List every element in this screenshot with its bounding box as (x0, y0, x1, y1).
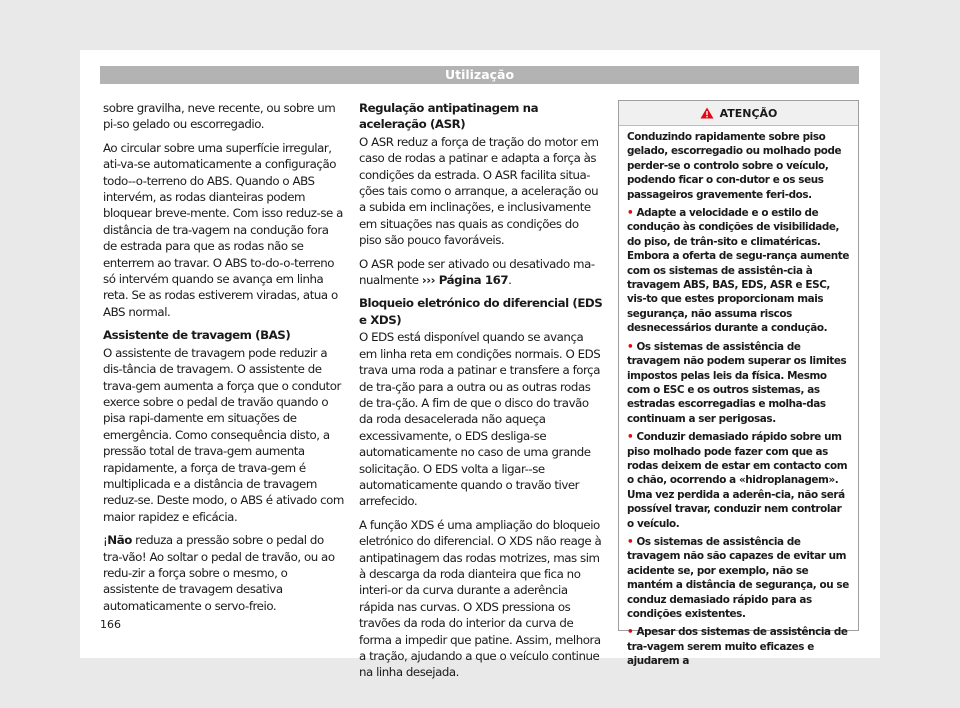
section-title: Utilização (444, 67, 515, 82)
text-fragment: ¡ (103, 533, 108, 548)
page-reference-link[interactable] (422, 273, 508, 287)
warning-intro: Conduzindo rapidamente sobre piso gelado, escorregadio ou molhado pode perder-se o controlo sobre o veículo, podendo ficar o con-dutor e os seus passageiros gravemente feri-dos. (627, 131, 842, 201)
warning-triangle-icon (700, 107, 714, 119)
paragraph: O EDS está disponível quando se avança em linha reta em condições normais. O EDS trava uma roda a patinar e transfere a força de tra-ção para a outra ou as outras rodas de tra-ção. A fim de que o disco do travão da roda desacelerada não aqueça excessivamente, o EDS desliga-se automaticamente no caso de uma grande solicitação. O EDS volta a ligar--se automaticamente quando o travão tiver arrefecido. (359, 330, 601, 509)
paragraph: O assistente de travagem pode reduzir a dis-tância de travagem. O assistente de trava-gem aumenta a força que o condutor exerce sobre o pedal de travão quando o pisa rapi-damente em situações de emergência. Como consequência disto, a pressão total de trava-gem aumenta rapidamente, a força de trava-gem é multiplicada e a distância de travagem reduz-se. Deste modo, o ABS é ativado com maior rapidez e eficácia. (103, 345, 344, 524)
paragraph: A função XDS é uma ampliação do bloqueio eletrónico do diferencial. O XDS não reage à antipatinagem das rodas motrizes, mas sim à descarga da roda dianteira que fica no interi-or da curva durante a aderência rápida nas curvas. O XDS pressiona os travões da roda do interior da curva de forma a impedir que patine. Assim, melhora a tração, ajudando a que o veículo continue na linha desejada. (359, 517, 602, 680)
heading-asr: Regulação antipatinagem na aceleração (ASR) (359, 101, 539, 132)
warning-header (619, 101, 858, 126)
paragraph (103, 532, 345, 614)
text-fragment: O ASR pode ser ativado ou desativado ma-nualmente (359, 256, 595, 288)
warning-bullet (627, 535, 850, 621)
paragraph: O ASR reduz a força de tração do motor em caso de rodas a patinar e adapta a força às condições da estrada. O ASR facilita situa-ções tais como o arranque, a aceleração ou a subida em inclinações, e inclusivamente em situações nas quais as condições do piso são pouco favoráveis. (359, 134, 599, 248)
bullet-icon: • (627, 340, 634, 353)
text-fragment: . (508, 273, 512, 288)
text-column-middle (359, 100, 604, 688)
bullet-text: Os sistemas de assistência de travagem não podem superar os limites impostos pelas leis da física. Mesmo com o ESC e os outros sistemas, as estradas escorregadias e molha-das continuam a ser perigosas. (627, 340, 847, 425)
bullet-text: Adapte a velocidade e o estilo de condução às condições de visibilidade, do piso, de trân-sito e climatéricas. Embora a oferta de segu-rança aumente com os sistemas de assistên-cia à travagem ABS, BAS, EDS, ASR e ESC, vis-to que estes proporcionam mais segurança, não assuma riscos desnecessários durante a condução. (627, 207, 850, 335)
paragraph: Ao circular sobre uma superfície irregular, ati-va-se automaticamente a configuração todo--o-terreno do ABS. Quando o ABS intervém, as rodas dianteiras podem bloquear breve-mente. Com isso reduz-se a distância de tra-vagem na condução fora de estrada para que as rodas não se enterrem ao travar. O ABS to-do-o-terreno só intervém quando se avança em linha reta. Se as rodas estiverem viradas, atua o ABS normal. (103, 140, 343, 319)
warning-bullet (627, 430, 850, 531)
link-text: Página 167 (435, 273, 509, 288)
text-column-left (103, 100, 345, 621)
bullet-icon: • (627, 626, 634, 639)
warning-bullet (627, 625, 850, 668)
bullet-icon: • (627, 535, 634, 548)
bullet-text: Os sistemas de assistência de travagem não são capazes de evitar um acidente se, por exemplo, não se mantém a distância de segurança, ou se conduz demasiado rápido para as condições existentes. (627, 535, 849, 620)
emphasis-text: Não (107, 533, 132, 548)
warning-bullet (627, 206, 850, 336)
paragraph (359, 256, 604, 289)
heading-eds: Bloqueio eletrónico do diferencial (EDS e XDS) (359, 296, 603, 327)
warning-bullet (627, 340, 850, 426)
manual-page (80, 50, 880, 680)
text-fragment: reduza a pressão sobre o pedal do tra-vão! Ao soltar o pedal de travão, ou ao redu-zir a força sobre o mesmo, o assistente de travagem desativa automaticamente o servo-freio. (103, 533, 335, 613)
warning-box (618, 100, 859, 668)
chevron-right-icon: ››› (421, 273, 436, 288)
bullet-icon: • (627, 207, 634, 220)
warning-body (619, 126, 858, 669)
section-header (100, 66, 859, 84)
bullet-icon: • (627, 431, 634, 444)
warning-title: ATENÇÃO (719, 106, 778, 120)
paragraph: sobre gravilha, neve recente, ou sobre um pi-so gelado ou escorregadio. (103, 101, 336, 132)
bullet-text: Conduzir demasiado rápido sobre um piso molhado pode fazer com que as rodas deixem de estar em contacto com o chão, ocorrendo a «hidroplanagem». Uma vez perdida a aderên-cia, não será possível travar, conduzir nem controlar o veículo. (627, 431, 848, 530)
page-number: 166 (100, 618, 121, 631)
heading-bas: Assistente de travagem (BAS) (103, 328, 291, 343)
bullet-text: Apesar dos sistemas de assistência de tra-vagem serem muito eficazes e ajudarem a (627, 626, 848, 668)
